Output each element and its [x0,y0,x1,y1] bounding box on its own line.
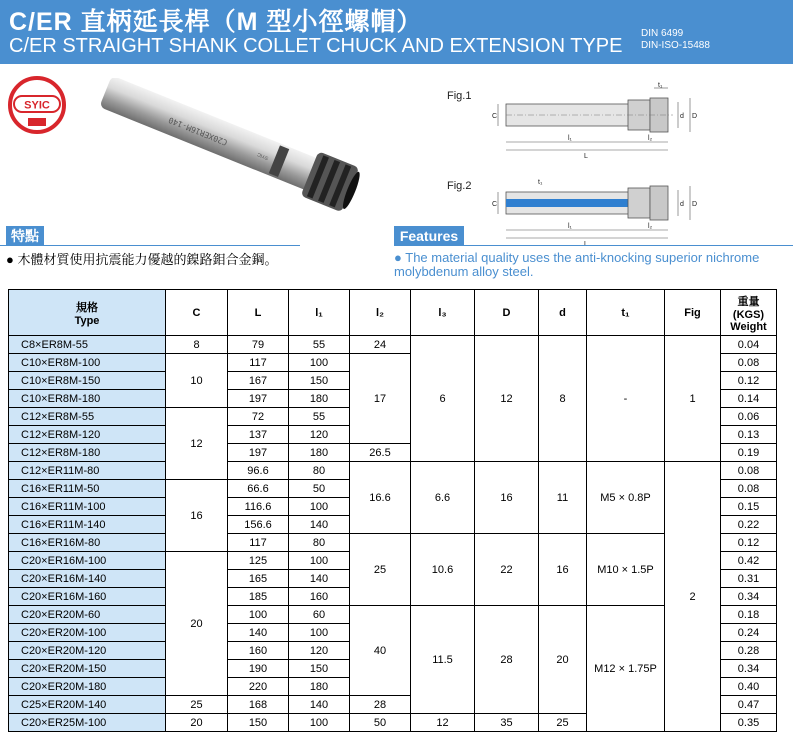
col-t1: t₁ [587,290,665,336]
cell-weight: 0.22 [721,516,777,534]
din-iso-15488: DIN-ISO-15488 [641,40,710,51]
cell-l1: 60 [289,606,350,624]
cell-L: 150 [228,714,289,732]
features-en-text [394,251,789,279]
cell-l1: 50 [289,480,350,498]
page-title-en: C/ER STRAIGHT SHANK COLLET CHUCK AND EXTENSION TYPE [9,35,623,57]
cell-type: C20×ER25M-100 [9,714,166,732]
cell-type: C12×ER8M-180 [9,444,166,462]
cell-weight: 0.13 [721,426,777,444]
cell-t1: M10 × 1.5P [587,534,665,606]
cell-c: 25 [166,696,228,714]
syic-logo [6,74,68,136]
cell-weight: 0.28 [721,642,777,660]
cell-l1: 100 [289,498,350,516]
cell-type: C12×ER11M-80 [9,462,166,480]
cell-l1: 100 [289,552,350,570]
engraving-text: C20XER16M-140 [167,115,229,148]
cell-l1: 100 [289,714,350,732]
header-banner [0,0,793,64]
cell-l1: 150 [289,372,350,390]
cell-d: 8 [539,336,587,462]
cell-l1: 55 [289,336,350,354]
cell-weight: 0.34 [721,660,777,678]
bullet-icon: ● [394,250,402,265]
cell-l1: 180 [289,678,350,696]
col-D: D [475,290,539,336]
cell-l3: 6.6 [411,462,475,534]
cell-type: C20×ER16M-140 [9,570,166,588]
cell-l1: 180 [289,444,350,462]
cell-weight: 0.06 [721,408,777,426]
cell-weight: 0.47 [721,696,777,714]
cell-fig: 2 [665,462,721,732]
cell-l2: 24 [350,336,411,354]
cell-L: 168 [228,696,289,714]
cell-c: 20 [166,552,228,696]
cell-l1: 140 [289,696,350,714]
cell-L: 125 [228,552,289,570]
cell-l2: 16.6 [350,462,411,534]
cell-type: C16×ER16M-80 [9,534,166,552]
cell-weight: 0.40 [721,678,777,696]
cell-l3: 6 [411,336,475,462]
cell-d: 20 [539,606,587,714]
cell-type: C16×ER11M-50 [9,480,166,498]
table-header-row [9,290,777,336]
fig1-drawing [488,82,718,160]
table-row [9,462,777,480]
cell-type: C20×ER20M-120 [9,642,166,660]
cell-weight: 0.19 [721,444,777,462]
cell-L: 167 [228,372,289,390]
svg-text:l₂: l₂ [648,223,653,230]
cell-c: 8 [166,336,228,354]
cell-L: 197 [228,444,289,462]
cell-weight: 0.34 [721,588,777,606]
svg-text:d: d [680,201,684,208]
cell-weight: 0.12 [721,534,777,552]
cell-weight: 0.35 [721,714,777,732]
cell-L: 96.6 [228,462,289,480]
table-row [9,336,777,354]
cell-l3: 11.5 [411,606,475,714]
cell-D: 16 [475,462,539,534]
cell-L: 156.6 [228,516,289,534]
cell-L: 220 [228,678,289,696]
cell-type: C16×ER11M-140 [9,516,166,534]
page-title-cn: C/ER 直柄延長桿（M 型小徑螺帽） [9,8,423,36]
cell-type: C20×ER20M-100 [9,624,166,642]
svg-text:D: D [692,113,698,120]
din-6499: DIN 6499 [641,28,684,39]
cell-L: 190 [228,660,289,678]
cell-l1: 80 [289,534,350,552]
col-d: d [539,290,587,336]
cell-c: 16 [166,480,228,552]
cell-L: 197 [228,390,289,408]
cell-l1: 140 [289,570,350,588]
cell-L: 117 [228,534,289,552]
product-illustration [75,78,375,218]
cell-t1: M12 × 1.75P [587,606,665,732]
cell-type: C16×ER11M-100 [9,498,166,516]
engraving-brand: SYIC [256,150,270,161]
svg-text:t₁: t₁ [538,179,543,186]
col-l2: l₂ [350,290,411,336]
cell-L: 117 [228,354,289,372]
cell-L: 66.6 [228,480,289,498]
table-row [9,534,777,552]
cell-l1: 55 [289,408,350,426]
cell-D: 28 [475,606,539,714]
svg-text:D: D [692,201,698,208]
features-en-body: The material quality uses the anti-knocking superior nichrome molybdenum alloy steel. [394,250,760,279]
svg-text:l₂: l₂ [648,135,653,142]
cell-l2: 40 [350,606,411,696]
cell-l2: 28 [350,696,411,714]
features-en-divider [394,245,793,246]
cell-l2: 26.5 [350,444,411,462]
cell-type: C25×ER20M-140 [9,696,166,714]
cell-type: C12×ER8M-120 [9,426,166,444]
cell-L: 72 [228,408,289,426]
logo-text: SYIC [24,99,50,112]
cell-L: 185 [228,588,289,606]
col-l1: l₁ [289,290,350,336]
fig1-label: Fig.1 [447,90,472,102]
cell-l1: 160 [289,588,350,606]
features-cn-tag: 特點 [6,226,44,246]
cell-l1: 150 [289,660,350,678]
features-cn-text: ● 木體材質使用抗震能力優越的鎳路鉬合金鋼。 [6,252,278,267]
cell-t1: M5 × 0.8P [587,462,665,534]
cell-d: 11 [539,462,587,534]
cell-weight: 0.24 [721,624,777,642]
cell-L: 140 [228,624,289,642]
col-weight: 重量 (KGS) Weight [721,290,777,336]
cell-D: 22 [475,534,539,606]
cell-c: 12 [166,408,228,480]
cell-L: 137 [228,426,289,444]
cell-l3: 10.6 [411,534,475,606]
cell-type: C20×ER16M-100 [9,552,166,570]
cell-c: 10 [166,354,228,408]
cell-L: 160 [228,642,289,660]
cell-L: 116.6 [228,498,289,516]
cell-type: C20×ER20M-180 [9,678,166,696]
cell-L: 79 [228,336,289,354]
cell-weight: 0.08 [721,462,777,480]
col-c: C [166,290,228,336]
svg-text:l₁: l₁ [568,135,572,142]
cell-t1: - [587,336,665,462]
fig2-drawing [488,170,718,248]
cell-l1: 100 [289,354,350,372]
cell-d: 25 [539,714,587,732]
cell-weight: 0.31 [721,570,777,588]
cell-l2: 50 [350,714,411,732]
cell-D: 12 [475,336,539,462]
cell-type: C20×ER16M-160 [9,588,166,606]
col-fig: Fig [665,290,721,336]
cell-L: 165 [228,570,289,588]
cell-weight: 0.14 [721,390,777,408]
table-row [9,606,777,624]
cell-type: C10×ER8M-150 [9,372,166,390]
cell-weight: 0.04 [721,336,777,354]
cell-weight: 0.12 [721,372,777,390]
cell-type: C10×ER8M-180 [9,390,166,408]
cell-d: 16 [539,534,587,606]
svg-text:l₁: l₁ [568,223,572,230]
fig2-label: Fig.2 [447,180,472,192]
din-standards [641,28,710,52]
col-L: L [228,290,289,336]
svg-text:t₁: t₁ [658,82,663,89]
cell-type: C20×ER20M-150 [9,660,166,678]
cell-l1: 80 [289,462,350,480]
svg-text:d: d [680,113,684,120]
cell-c: 20 [166,714,228,732]
cell-weight: 0.42 [721,552,777,570]
cell-l3: 12 [411,714,475,732]
cell-l1: 120 [289,426,350,444]
cell-fig: 1 [665,336,721,462]
cell-weight: 0.08 [721,354,777,372]
cell-l1: 100 [289,624,350,642]
cell-l2: 25 [350,534,411,606]
spec-table [8,289,777,732]
cell-l2: 17 [350,354,411,444]
svg-text:C: C [492,201,498,208]
cell-type: C8×ER8M-55 [9,336,166,354]
svg-text:L: L [584,153,588,160]
svg-text:C: C [492,113,498,120]
features-cn-divider [0,245,300,246]
cell-type: C12×ER8M-55 [9,408,166,426]
cell-type: C20×ER20M-60 [9,606,166,624]
cell-L: 100 [228,606,289,624]
cell-weight: 0.18 [721,606,777,624]
cell-l1: 140 [289,516,350,534]
cell-l1: 120 [289,642,350,660]
cell-type: C10×ER8M-100 [9,354,166,372]
cell-weight: 0.08 [721,480,777,498]
cell-D: 35 [475,714,539,732]
col-l3: l₃ [411,290,475,336]
features-en-tag: Features [394,226,464,246]
col-type: 規格 Type [9,290,166,336]
cell-weight: 0.15 [721,498,777,516]
cell-l1: 180 [289,390,350,408]
